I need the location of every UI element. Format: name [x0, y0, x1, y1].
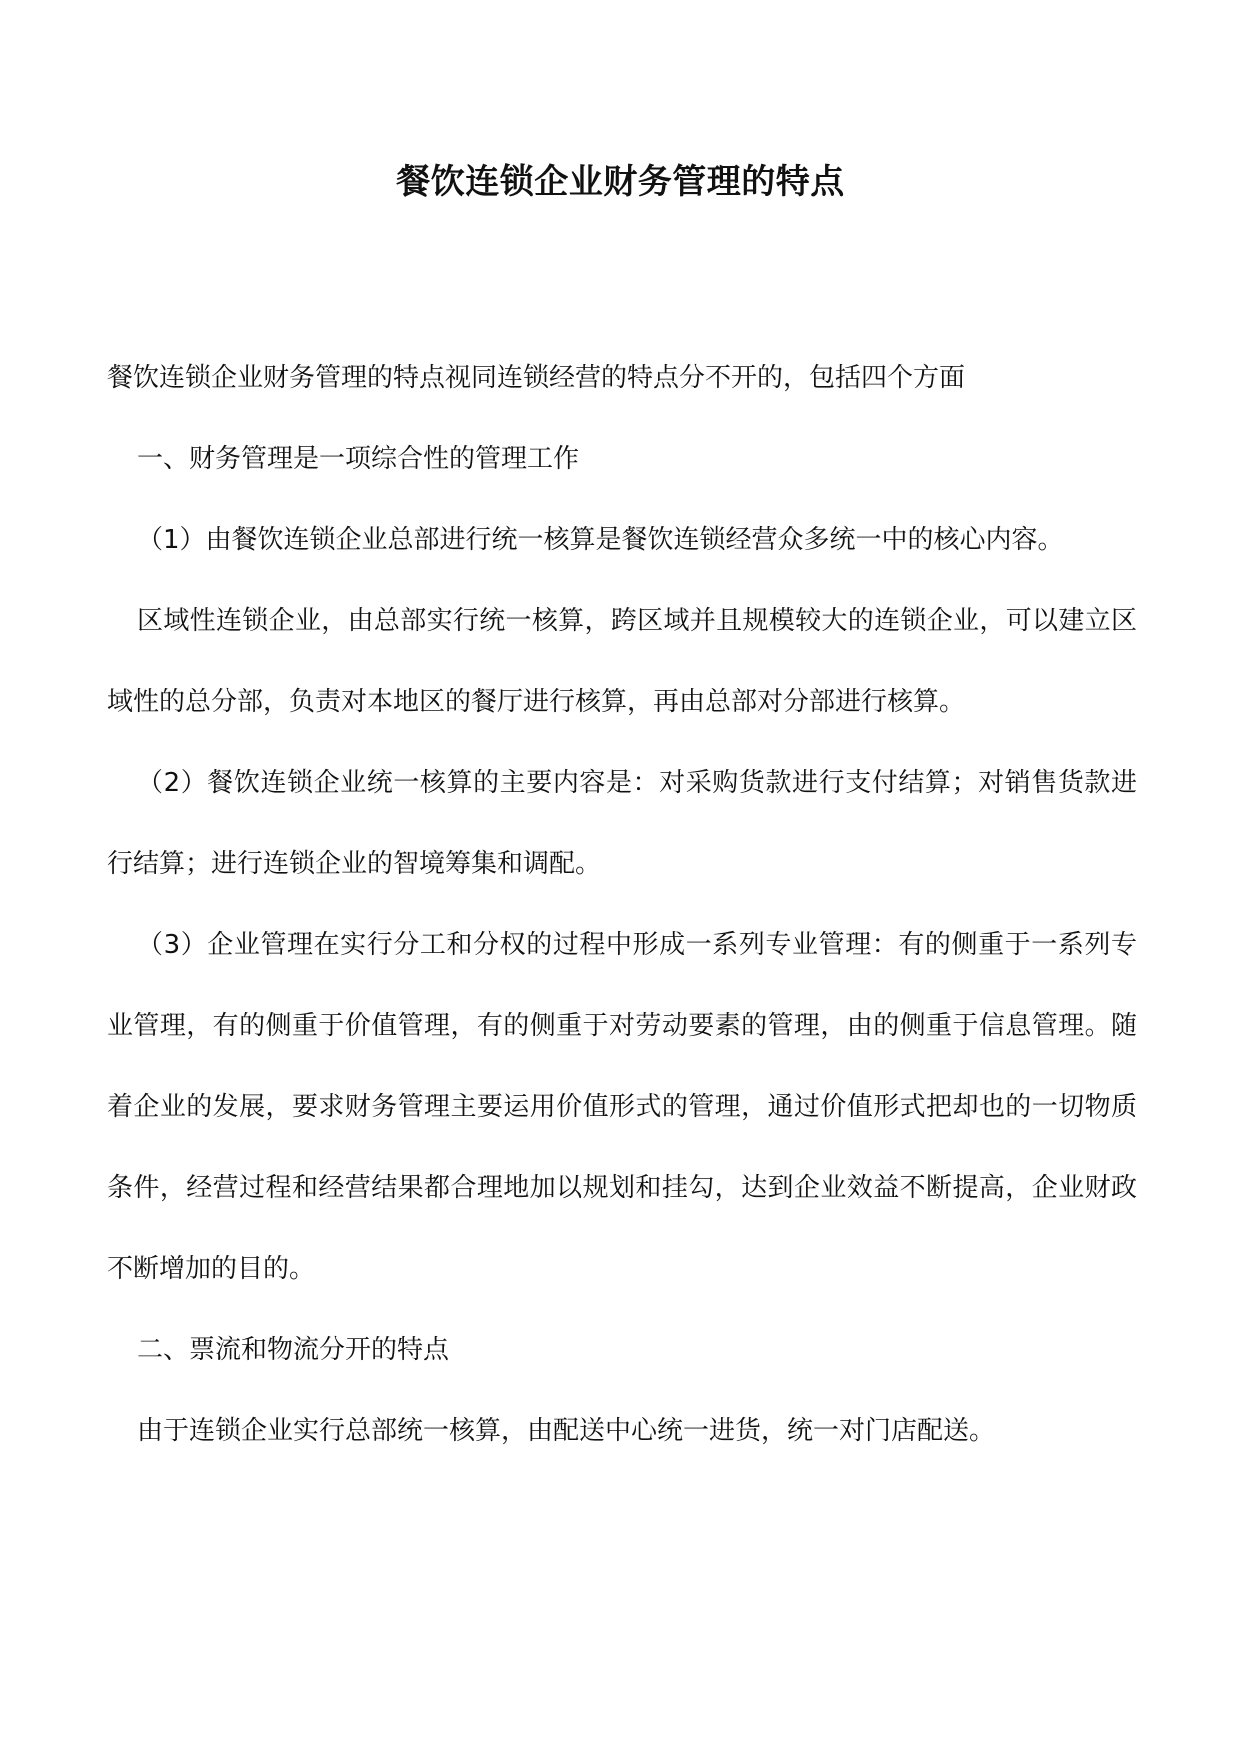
paragraph-item-2: （2）餐饮连锁企业统一核算的主要内容是：对采购货款进行支付结算；对销售货款进行结算；进行连锁企业的智境筹集和调配。 [107, 768, 1137, 879]
document-body [107, 338, 1137, 1472]
document-title: 餐饮连锁企业财务管理的特点 [396, 162, 845, 202]
paragraph-regional: 区域性连锁企业，由总部实行统一核算，跨区域并且规模较大的连锁企业，可以建立区域性的总分部，负责对本地区的餐厅进行核算，再由总部对分部进行核算。 [107, 606, 1137, 717]
paragraph-item-3: （3）企业管理在实行分工和分权的过程中形成一系列专业管理：有的侧重于一系列专业管理，有的侧重于价值管理，有的侧重于对劳动要素的管理，由的侧重于信息管理。随着企业的发展，要求财务管理主要运用价值形式的管理，通过价值形式把却也的一切物质条件，经营过程和经营结果都合理地加以规划和挂勾，达到企业效益不断提高，企业财政不断增加的目的。 [107, 930, 1137, 1284]
paragraph-item-1: （1）由餐饮连锁企业总部进行统一核算是餐饮连锁经营众多统一中的核心内容。 [137, 525, 1064, 555]
section-heading-1: 一、财务管理是一项综合性的管理工作 [137, 444, 580, 474]
paragraph-intro: 餐饮连锁企业财务管理的特点视同连锁经营的特点分不开的，包括四个方面 [107, 363, 966, 393]
paragraph-section-2: 由于连锁企业实行总部统一核算，由配送中心统一进货，统一对门店配送。 [137, 1416, 996, 1446]
section-heading-2: 二、票流和物流分开的特点 [137, 1335, 450, 1365]
